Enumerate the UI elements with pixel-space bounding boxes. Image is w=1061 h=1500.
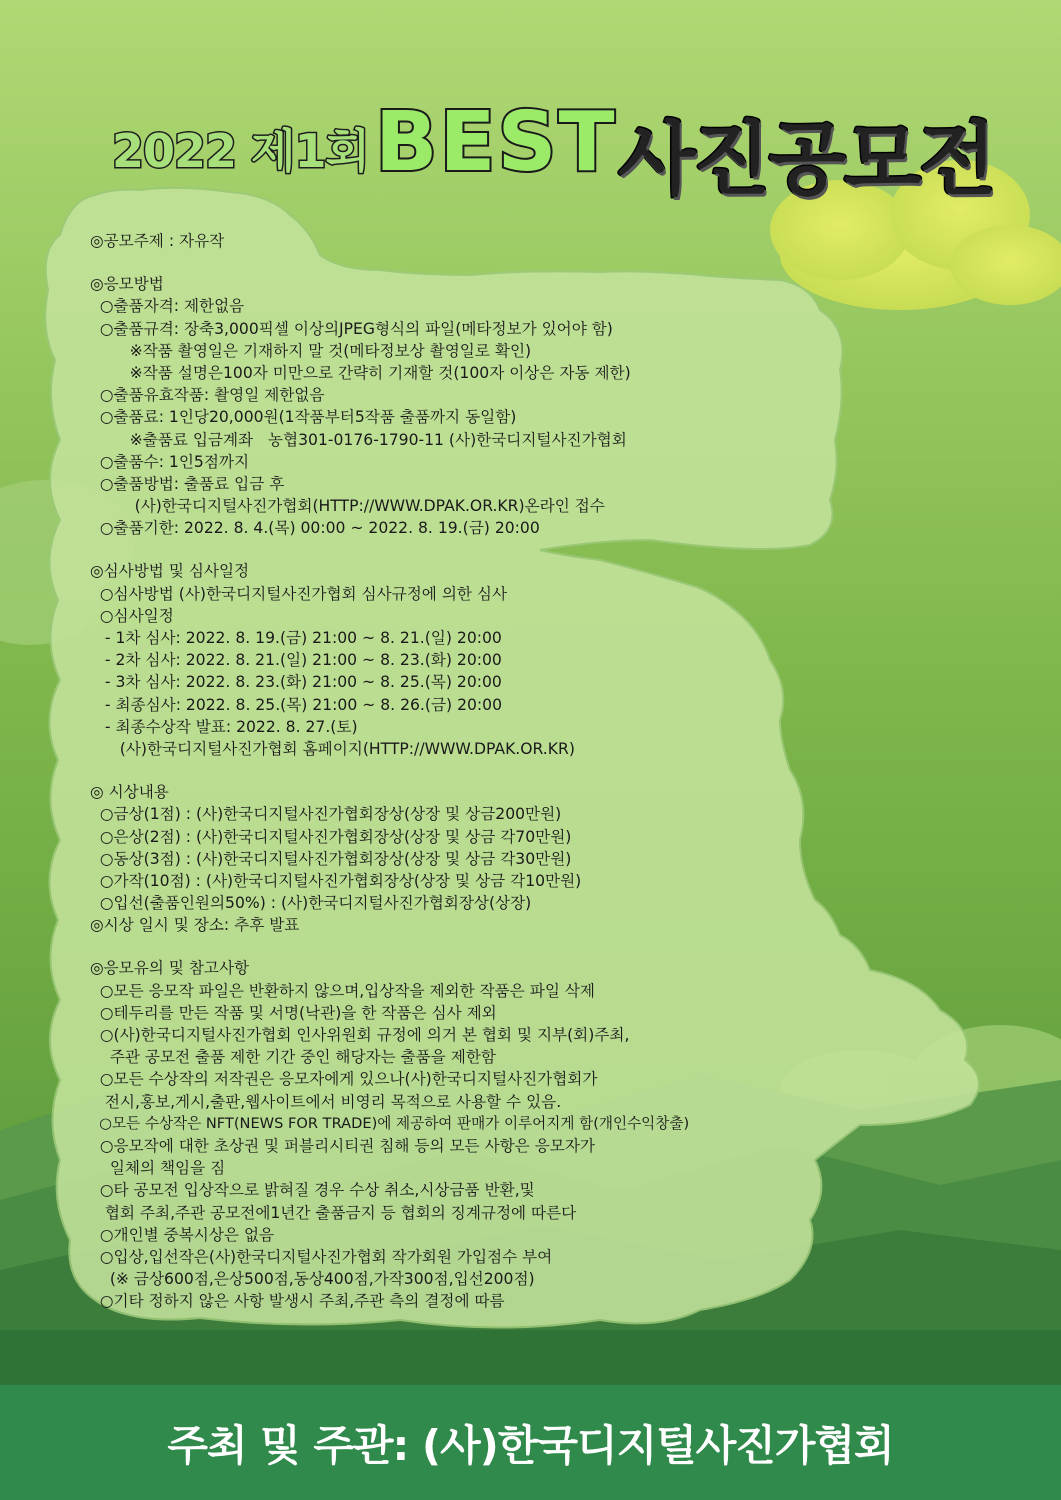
list-item: - 3차 심사: 2022. 8. 23.(화) 21:00 ~ 8. 25.(목) 20:00	[90, 673, 502, 692]
list-item: - 1차 심사: 2022. 8. 19.(금) 21:00 ~ 8. 21.(일) 20:00	[90, 629, 502, 647]
list-item: (사)한국디지털사진가협회 홈페이지(HTTP://WWW.DPAK.OR.KR)	[90, 739, 575, 758]
list-item: 협회 주최,주관 공모전에1년간 출품금지 등 협회의 징계규정에 따른다	[90, 1203, 577, 1222]
list-item: ○동상(3점) : (사)한국디지털사진가협회장상(상장 및 상금 각30만원)	[90, 849, 572, 868]
footer	[0, 1385, 1061, 1500]
list-item: ○(사)한국디지털사진가협회 인사위원회 규정에 의거 본 협회 및 지부(회)주최,	[90, 1026, 630, 1044]
list-item: ○입상,입선작은(사)한국디지털사진가협회 작가회원 가입점수 부여	[90, 1247, 553, 1266]
list-item: ○응모작에 대한 초상권 및 퍼블리시티권 침해 등의 모든 사항은 응모자가	[90, 1136, 595, 1155]
list-item: ○모든 응모작 파일은 반환하지 않으며,입상작을 제외한 작품은 파일 삭제	[90, 981, 595, 1000]
list-item: (사)한국디지털사진가협회(HTTP://WWW.DPAK.OR.KR)온라인 접수	[90, 497, 605, 516]
title-year-round: 2022 제1회	[112, 124, 369, 178]
list-item: ※작품 설명은100자 미만으로 간략히 기재할 것(100자 이상은 자동 제한)	[90, 363, 631, 382]
list-item: 주관 공모전 출품 제한 기간 중인 해당자는 출품을 제한함	[90, 1048, 496, 1067]
notes-header: ◎응모유의 및 참고사항	[90, 959, 250, 978]
list-item: ○출품기한: 2022. 8. 4.(목) 00:00 ~ 2022. 8. 19.(금) 20:00	[90, 519, 540, 538]
title-main: 사진공모전	[618, 113, 995, 206]
list-item: ○출품자격: 제한없음	[90, 297, 245, 316]
list-item: - 2차 심사: 2022. 8. 21.(일) 21:00 ~ 8. 23.(화) 20:00	[90, 651, 502, 670]
list-item: ○테두리를 만든 작품 및 서명(낙관)을 한 작품은 심사 제외	[90, 1003, 497, 1022]
list-item: ○금상(1점) : (사)한국디지털사진가협회장상(상장 및 상금200만원)	[90, 805, 562, 824]
list-item: ○입선(출품인원의50%) : (사)한국디지털사진가협회장상(상장)	[90, 894, 532, 913]
list-item: ○심사방법 (사)한국디지털사진가협회 심사규정에 의한 심사	[90, 584, 508, 603]
title-best: BEST	[375, 95, 617, 190]
list-item: ○출품규격: 장축3,000픽셀 이상의JPEG형식의 파일(메타정보가 있어야 함)	[90, 319, 613, 338]
list-item: (※ 금상600점,은상500점,동상400점,가작300점,입선200점)	[90, 1270, 535, 1289]
list-item: ○모든 수상작은 NFT(NEWS FOR TRADE)에 제공하여 판매가 이루어지게 함(개인수익창출)	[90, 1114, 690, 1132]
list-item: 일체의 책임을 짐	[90, 1159, 226, 1178]
contest-details	[90, 230, 990, 1312]
list-item: ○심사일정	[90, 606, 174, 625]
host-organizer: 주최 및 주관: (사)한국디지털사진가협회	[167, 1421, 894, 1470]
list-item: ○기타 정하지 않은 사항 발생시 주최,주관 측의 결정에 따름	[90, 1292, 505, 1311]
list-item: ○가작(10점) : (사)한국디지털사진가협회장상(상장 및 상금 각10만원)	[90, 871, 582, 890]
list-item: ○개인별 중복시상은 없음	[90, 1225, 275, 1244]
list-item: ※출품료 입금계좌 농협301-0176-1790-11 (사)한국디지털사진가협회	[90, 430, 627, 449]
list-item: ○모든 수상작의 저작권은 응모자에게 있으나(사)한국디지털사진가협회가	[90, 1070, 598, 1089]
list-item: ○타 공모전 입상작으로 밝혀질 경우 수상 취소,시상금품 반환,및	[90, 1181, 535, 1200]
list-item: - 최종심사: 2022. 8. 25.(목) 21:00 ~ 8. 26.(금) 20:00	[90, 695, 503, 714]
judging-header: ◎심사방법 및 심사일정	[90, 562, 250, 581]
ceremony-line: ◎시상 일시 및 장소: 추후 발표	[90, 916, 300, 935]
poster-title	[0, 95, 1061, 205]
list-item: ○출품유효작품: 촬영일 제한없음	[90, 386, 325, 405]
list-item: - 최종수상작 발표: 2022. 8. 27.(토)	[90, 717, 358, 736]
list-item: ○출품방법: 출품료 입금 후	[90, 474, 285, 493]
method-header: ◎응모방법	[90, 275, 164, 294]
list-item: ○은상(2점) : (사)한국디지털사진가협회장상(상장 및 상금 각70만원)	[90, 827, 572, 846]
list-item: 전시,홍보,게시,출판,웹사이트에서 비영리 목적으로 사용할 수 있음.	[90, 1092, 562, 1111]
list-item: ○출품료: 1인당20,000원(1작품부터5작품 출품까지 동일함)	[90, 408, 517, 427]
list-item: ※작품 촬영일은 기재하지 말 것(메타정보상 촬영일로 확인)	[90, 341, 532, 360]
awards-header: ◎ 시상내용	[90, 783, 169, 802]
list-item: ○출품수: 1인5점까지	[90, 452, 250, 471]
theme-line: ◎공모주제 : 자유작	[90, 232, 225, 250]
